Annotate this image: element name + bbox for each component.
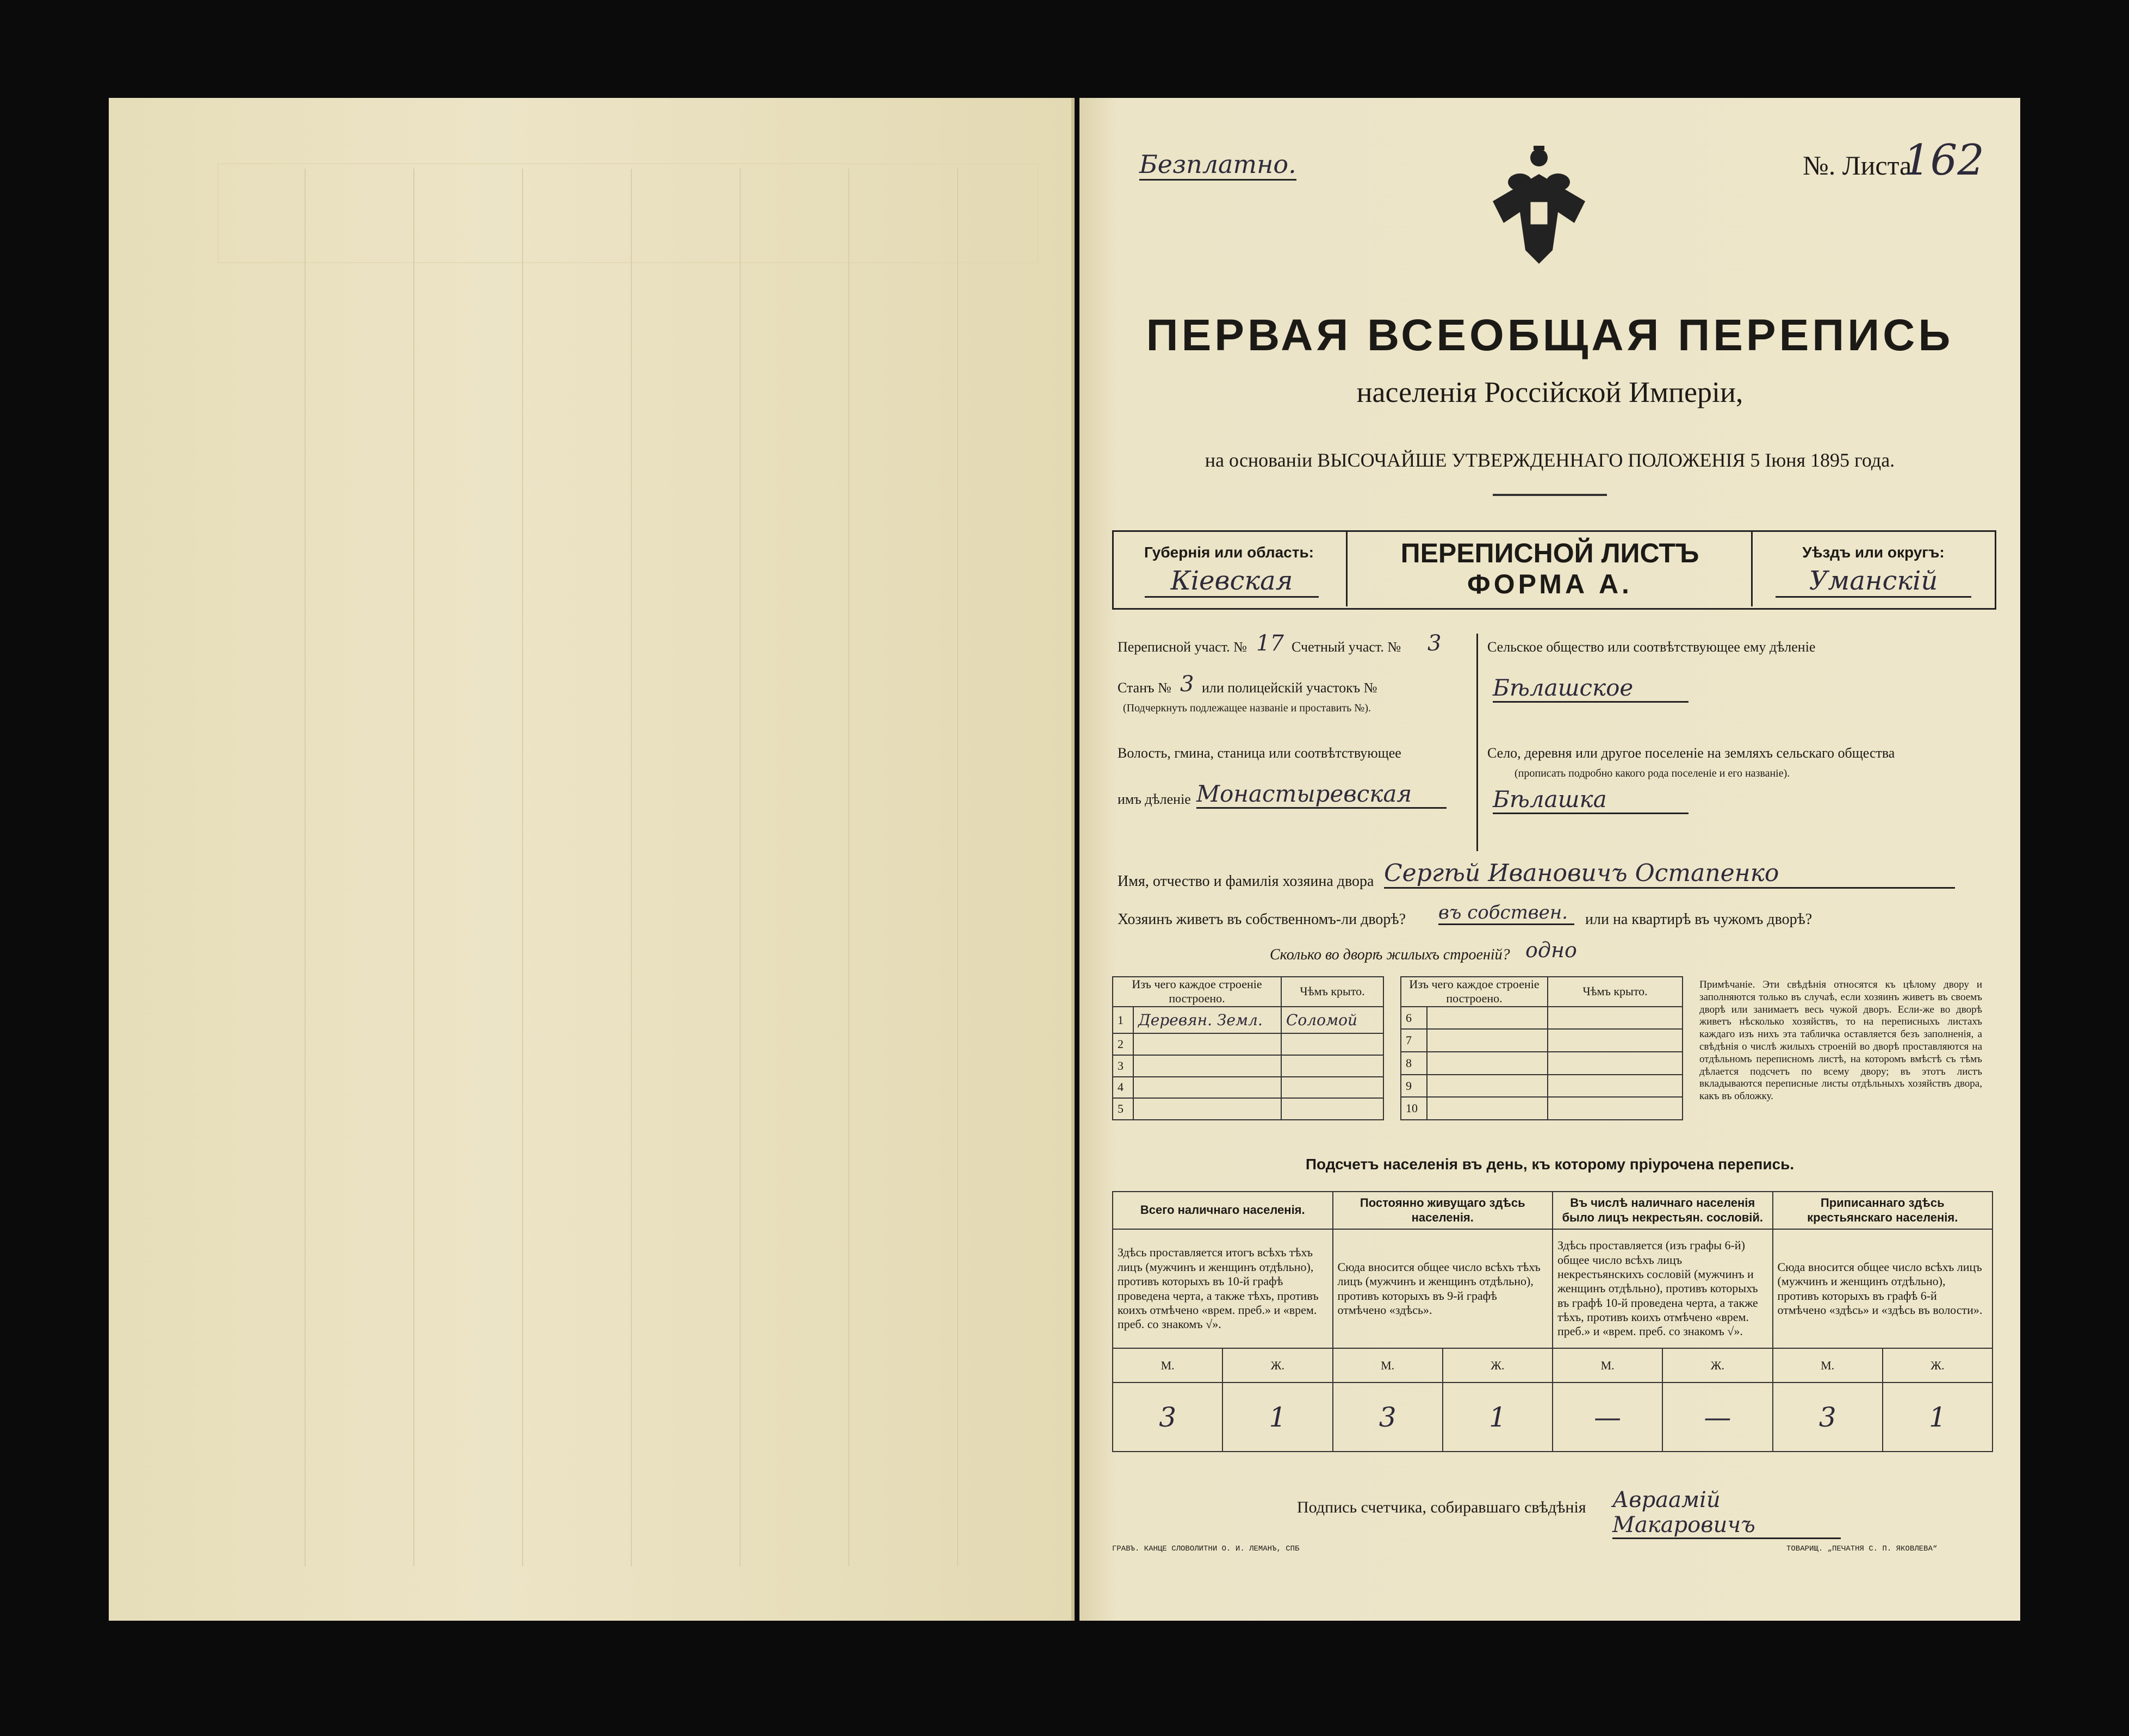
printer-imprint-right: ТОВАРИЩ. „ПЕЧАТНЯ С. П. ЯКОВЛЕВА“	[1786, 1545, 1938, 1553]
stan-value: 3	[1180, 672, 1194, 697]
population-values-row: 3 1 3 1 — — 3 1	[1113, 1382, 1993, 1452]
province-label: Губернія или область:	[1144, 544, 1314, 561]
population-table: Всего наличнаго населенія. Постоянно живущаго здѣсь населенія. Въ числѣ наличнаго населенія было лицъ некрестьян. сословій. Приписаннаго здѣсь крестьянскаго населенія. Здѣсь проставляется итогъ всѣхъ тѣхъ лицъ (мужчинъ и женщинъ отдѣльно), противъ которыхъ въ 10-й графѣ проведена черта, а также тѣхъ, противъ коихъ отмѣчено «врем. преб.» и «врем. преб. со знакомъ √». Сюда вносится общее число всѣхъ тѣхъ лицъ (мужчинъ и женщинъ отдѣльно), противъ которыхъ въ 9-й графѣ отмѣчено «здѣсь». Здѣсь проставляется (изъ графы 6-й) общее число всѣхъ лицъ некрестьянскихъ сословій (мужчинъ и женщинъ отдѣльно), противъ которыхъ въ графѣ 10-й проведена черта, а также тѣхъ, противъ коихъ отмѣчено «врем. преб.» и «врем. преб. со знакомъ √». Сюда вносится общее число всѣхъ лицъ (мужчинъ и женщинъ отдѣльно), противъ которыхъ въ графѣ 6-й отмѣчено «здѣсь» и «здѣсь въ волости». М. Ж. М. Ж. М. Ж. М. Ж. 3 1 3 1 — — 3 1	[1112, 1191, 1993, 1452]
enumerator-signature: Авраамій Макаровичъ	[1612, 1487, 1841, 1539]
village-value: Бѣлашка	[1493, 786, 1689, 814]
table-row: 1 Деревян. Земл. Соломой	[1113, 1007, 1383, 1034]
form-title: ПЕРВАЯ ВСЕОБЩАЯ ПЕРЕПИСЬ	[1146, 311, 1954, 360]
counting-section-value: 3	[1427, 631, 1442, 656]
sheet-number-value: 162	[1903, 136, 1984, 185]
table-row: 9	[1401, 1075, 1683, 1098]
table-row: 5	[1113, 1098, 1383, 1120]
table-row: 2	[1113, 1033, 1383, 1055]
census-section-value: 17	[1256, 631, 1284, 656]
buildings-table-left	[1112, 976, 1384, 1120]
signature-label: Подпись счетчика, собиравшаго свѣдѣнія	[1297, 1498, 1586, 1516]
village-note: (прописать подробно какого рода поселеніе и его названіе).	[1514, 767, 1790, 779]
show-through-rule	[740, 169, 741, 1566]
district-value: Уманскій	[1776, 566, 1971, 598]
table-row: 10	[1401, 1097, 1683, 1120]
counting-section-label: Счетный участ. №	[1292, 639, 1401, 655]
residence-rest: или на квартирѣ въ чужомъ дворѣ?	[1585, 911, 1813, 928]
buildings-value: одно	[1525, 938, 1577, 962]
show-through-print	[218, 163, 1039, 263]
show-through-rule	[957, 169, 958, 1566]
left-page	[109, 98, 1075, 1621]
sheet-number-label: №. Листа	[1803, 150, 1912, 181]
district-label: Уѣздъ или округъ:	[1802, 544, 1945, 561]
form-type-code: ФОРМА А.	[1467, 569, 1633, 599]
volost-value: Монастыревская	[1196, 780, 1447, 809]
printer-imprint-left: ГРАВЪ. КАНЦЕ СЛОВОЛИТНИ О. И. ЛЕМАНЪ, СПБ	[1112, 1545, 1300, 1553]
form-type-title: ПЕРЕПИСНОЙ ЛИСТЪ	[1400, 538, 1699, 568]
show-through-rule	[631, 169, 632, 1566]
show-through-rule	[522, 169, 523, 1566]
population-title: Подсчетъ населенія въ день, къ которому пріурочена перепись.	[1305, 1156, 1795, 1173]
free-label: Безплатно.	[1139, 150, 1296, 181]
stan-label: Станъ №	[1118, 680, 1171, 696]
col-roof-header: Чѣмъ крыто.	[1281, 977, 1383, 1007]
buildings-label: Сколько во дворѣ жилыхъ строеній?	[1270, 946, 1510, 963]
volost-label-2: имъ дѣленіе	[1118, 791, 1191, 807]
legal-basis: на основаніи ВЫСОЧАЙШЕ УТВЕРЖДЕННАГО ПОЛОЖЕНІЯ 5 Іюня 1895 года.	[1205, 449, 1895, 471]
note-text: Примѣчаніе. Эти свѣдѣнія относятся къ цѣлому двору и заполняются только въ случаѣ, если хозяинъ живетъ въ своемъ дворѣ или занимаетъ весь чужой дворъ. Если-же во дворѣ живетъ нѣсколько хозяйствъ, то на переписныхъ листахъ каждаго изъ нихъ эта табличка оставляется безъ заполненія, а свѣдѣнія о числѣ жилыхъ строеній во дворѣ проставляются на отдѣльномъ переписномъ листѣ, на которомъ вмѣстѣ съ тѣмъ дѣлается подсчетъ по всему двору; въ этотъ листъ вкладываются переписные листы отдѣльныхъ хозяйствъ двора, какъ въ обложку.	[1699, 979, 1982, 1102]
census-section-label: Переписной участ. №	[1118, 639, 1247, 655]
col-material-header: Изъ чего каждое строеніе построено.	[1113, 977, 1281, 1007]
table-row: 6	[1401, 1007, 1683, 1030]
table-row: 7	[1401, 1029, 1683, 1052]
society-value: Бѣлашское	[1493, 674, 1689, 703]
residence-label: Хозяинъ живетъ въ собственномъ-ли дворѣ?	[1118, 911, 1406, 928]
show-through-rule	[305, 169, 306, 1566]
volost-label: Волость, гмина, станица или соотвѣтствующее	[1118, 745, 1401, 761]
society-label: Сельское общество или соотвѣтствующее ему дѣленіе	[1487, 639, 1816, 655]
table-row: 4	[1113, 1077, 1383, 1099]
show-through-rule	[413, 169, 414, 1566]
table-row: 8	[1401, 1052, 1683, 1075]
form-subtitle: населенія Россійской Имперіи,	[1356, 376, 1743, 408]
province-value: Кіевская	[1145, 566, 1319, 598]
owner-value: Сергѣй Ивановичъ Остапенко	[1384, 859, 1955, 889]
ornament-divider	[1493, 494, 1607, 496]
show-through-rule	[848, 169, 849, 1566]
stan-note: (Подчеркнуть подлежащее названіе и проставить №).	[1123, 702, 1371, 714]
stan-rest: или полицейскій участокъ №	[1202, 680, 1377, 696]
table-row: 3	[1113, 1055, 1383, 1077]
double-headed-eagle-emblem	[1482, 141, 1596, 266]
village-label: Село, деревня или другое поселеніе на земляхъ сельскаго общества	[1487, 745, 1895, 761]
owner-label: Имя, отчество и фамилія хозяина двора	[1118, 873, 1374, 890]
residence-value: въ собствен.	[1438, 902, 1574, 925]
buildings-table-right: Изъ чего каждое строеніе построено. Чѣмъ крыто. 6 7 8 9 10	[1400, 976, 1683, 1120]
census-form-page	[1079, 98, 2020, 1621]
